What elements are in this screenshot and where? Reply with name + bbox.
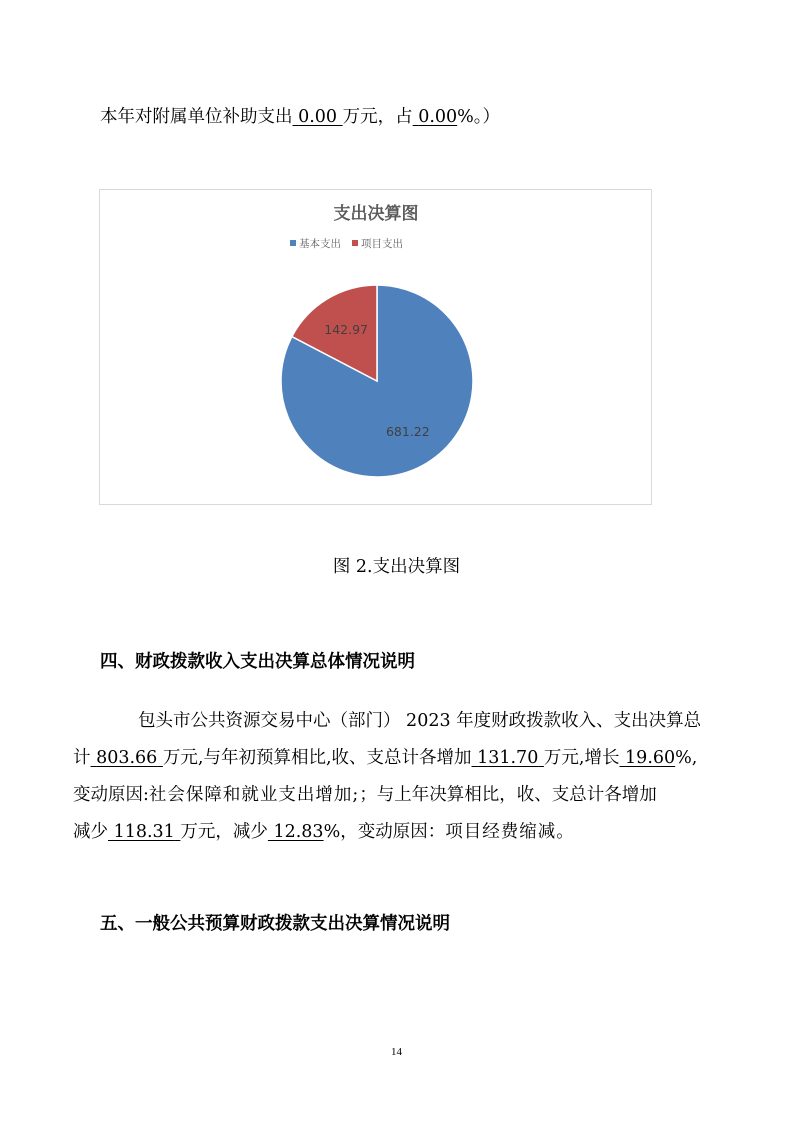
increase-pct: 19.60 xyxy=(625,748,676,768)
page-number: 14 xyxy=(391,1046,402,1058)
chart-legend xyxy=(290,237,403,250)
increase-amount: 131.70 xyxy=(477,748,539,768)
chart-title: 支出决算图 xyxy=(333,204,419,224)
change-reason-2: 项目经费缩减。 xyxy=(445,822,575,842)
pie-data-label-1: 142.97 xyxy=(324,322,369,338)
section4-line3: 变动原因:社会保障和就业支出增加;；与上年决算相比，收、支总计各增加 xyxy=(73,785,657,805)
expenditure-pie-chart xyxy=(99,189,652,505)
figure-caption: 图 2.支出决算图 xyxy=(332,557,461,577)
decrease-amount: 118.31 xyxy=(113,822,175,842)
section5-heading: 五、一般公共预算财政拨款支出决算情况说明 xyxy=(100,914,450,934)
pie-slices xyxy=(281,285,473,477)
legend-label-1: 项目支出 xyxy=(361,238,403,250)
change-reason-1: 社会保障和就业支出增加; xyxy=(148,785,360,805)
section4-line4: 减少 118.31 万元，减少 12.83%，变动原因：项目经费缩减。 xyxy=(73,822,575,842)
section4-line2: 计 803.66 万元,与年初预算相比,收、支总计各增加 131.70 万元,增长 19.60%, xyxy=(73,748,698,768)
section4-line1: 包头市公共资源交易中心（部门） 2023 年度财政拨款收入、支出决算总 xyxy=(138,711,702,731)
pie-chart-svg xyxy=(100,190,653,506)
pie-data-label-0: 681.22 xyxy=(385,423,430,439)
decrease-pct: 12.83 xyxy=(273,822,324,842)
legend-swatch-0 xyxy=(290,240,296,246)
total-amount: 803.66 xyxy=(96,748,158,768)
intro-pct: 0.00 xyxy=(418,107,458,127)
intro-suffix: %。） xyxy=(457,107,501,127)
legend-label-0: 基本支出 xyxy=(299,238,341,250)
legend-swatch-1 xyxy=(352,240,358,246)
intro-line xyxy=(100,104,500,130)
intro-amount: 0.00 xyxy=(298,107,338,127)
intro-mid: 万元，占 xyxy=(342,107,413,127)
intro-prefix: 本年对附属单位补助支出 xyxy=(100,107,293,127)
section4-heading: 四、财政拨款收入支出决算总体情况说明 xyxy=(100,652,415,672)
